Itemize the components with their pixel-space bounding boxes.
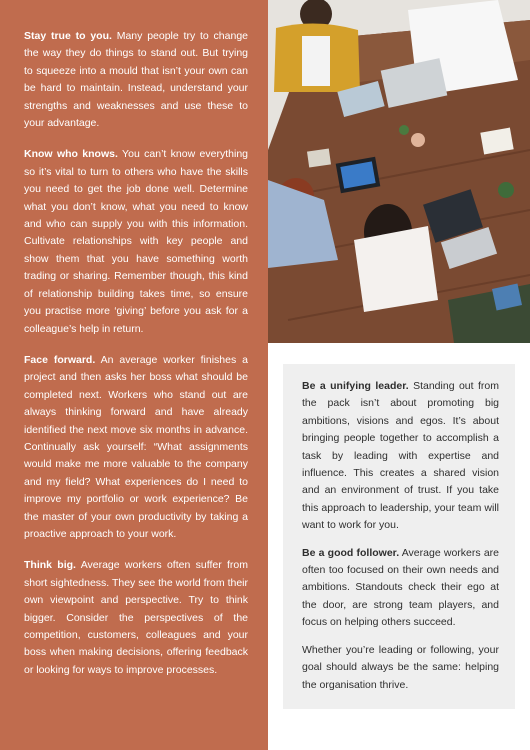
heading-know-who-knows: Know who knows.	[24, 148, 118, 161]
heading-think-big: Think big.	[24, 559, 76, 572]
paragraph-good-follower	[302, 545, 499, 632]
heading-unifying-leader: Be a unifying leader.	[302, 380, 409, 392]
paragraph-unifying-leader	[302, 378, 499, 535]
heading-face-forward: Face forward.	[24, 353, 96, 366]
paragraph-think-big	[24, 557, 248, 679]
heading-good-follower: Be a good follower.	[302, 546, 400, 559]
paragraph-stay-true	[24, 28, 248, 132]
meeting-photo-illustration	[268, 0, 530, 343]
body-unifying-leader: Standing out from the pack isn’t about promoting big ambitions, visions and egos. It’s about bringing people together to accomplish a task by leading with expertise and influence. This creates a shared vision and an environment of trust. If you take this approach to leadership, your team will want to work for you.	[302, 380, 499, 532]
sidebar-callout-box	[283, 364, 515, 709]
heading-stay-true: Stay true to you.	[24, 30, 112, 42]
paragraph-know-who-knows	[24, 146, 248, 337]
paragraph-closing: Whether you’re leading or following, your goal should always be the same: helping the organisation thrive.	[302, 643, 499, 691]
body-know-who-knows: You can’t know everything so it’s vital to turn to others who have the skills you need to get the job done well. Determine what you don’t know, what you need to know and who can supply you with this information. Cultivate relationships with key people and show them that you have something worth trading or sharing. Remember though, this kind of relationship building takes time, so ensure you practise more ‘giving’ before you ask for a colleague’s help in return.	[24, 148, 248, 335]
meeting-photo	[268, 0, 530, 343]
body-good-follower: Average workers are often too focused on their own needs and ambitions. Standouts check their ego at the door, are strong team players, and focus on helping others succeed.	[302, 546, 499, 629]
body-face-forward: An average worker finishes a project and then asks her boss what should be completed next. Workers who stand out are always thinking forward and have already identified the next move six months in advance. Continually ask yourself: “What assignments would make me more valuable to the company and my field? What experiences do I need to improve my portfolio or work experience? Be the master of your own productivity by taking a proactive approach to your work.	[24, 353, 248, 540]
paragraph-face-forward	[24, 352, 248, 543]
body-think-big: Average workers often suffer from short sightedness. They see the world from their own viewpoint and perspective. Try to think bigger. Consider the perspectives of the competition, customers, colleagues and your boss when making decisions, offering feedback or looking for ways to improve processes.	[24, 559, 249, 676]
body-stay-true: Many people try to change the way they do things to stand out. But trying to squeeze into a mould that isn’t your own can be hard to maintain. Instead, understand your strengths and weaknesses and use these to your advantage.	[24, 30, 248, 130]
